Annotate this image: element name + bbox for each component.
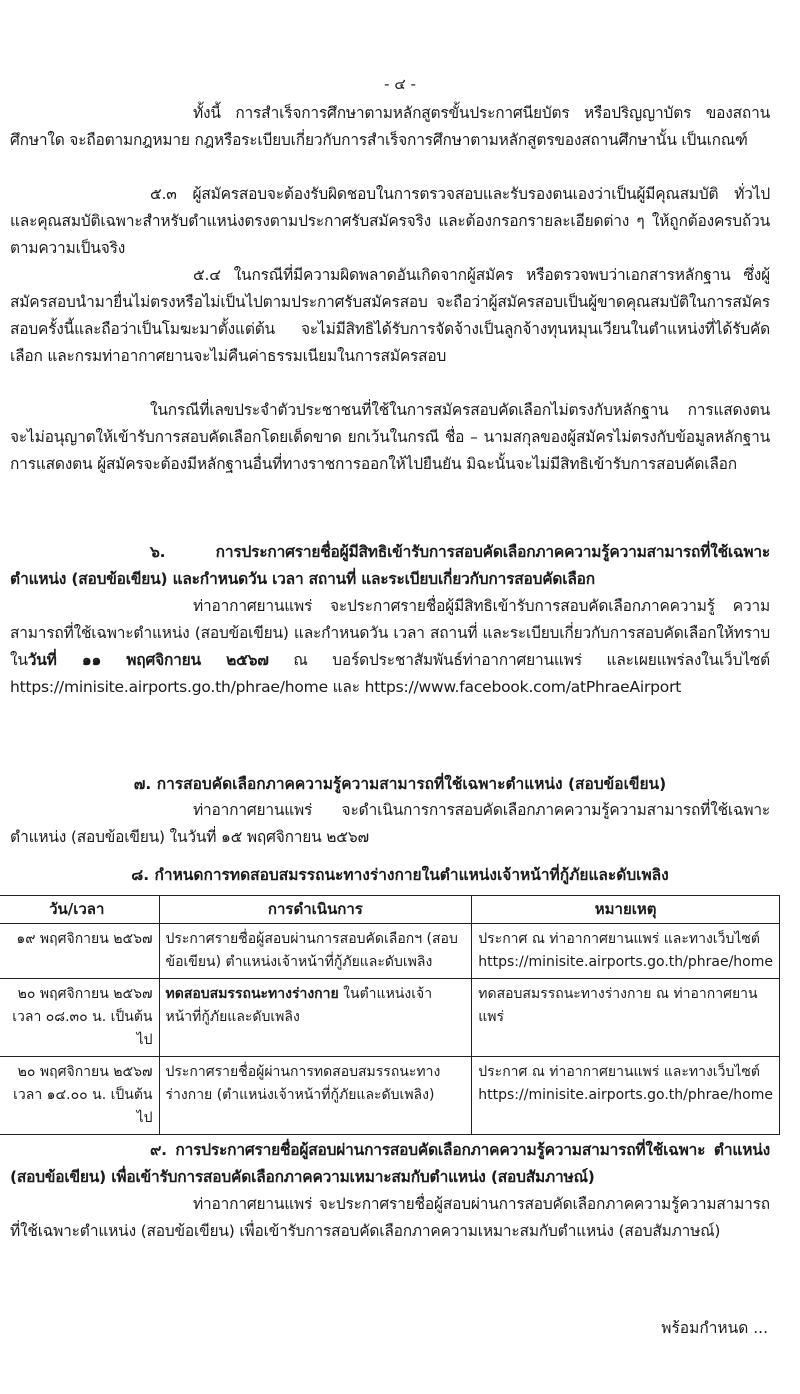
table-header-row [0,896,780,924]
header-note: หมายเหตุ [472,896,780,924]
row-date: ๒๐ พฤศจิกายน ๒๕๖๗ เวลา ๐๘.๓๐ น. เป็นต้นไป [0,979,159,1057]
section-6-heading: ๖. การประกาศรายชื่อผู้มีสิทธิเข้ารับการสอบคัดเลือกภาคความรู้ความสามารถที่ใช้เฉพาะ ตำแหน่ง (สอบข้อเขียน) และกำหนดวัน เวลา สถานที่ และระเบียบเกี่ยวกับการสอบคัดเลือก [10,543,770,588]
row-date: ๑๙ พฤศจิกายน ๒๕๖๗ [0,924,159,979]
page-number: - ๔ - [384,75,416,93]
row-action: ประกาศรายชื่อผู้ผ่านการทดสอบสมรรถนะทางร่างกาย (ตำแหน่งเจ้าหน้าที่กู้ภัยและดับเพลิง) [159,1057,472,1135]
paragraph-id-number: ในกรณีที่เลขประจำตัวประชาชนที่ใช้ในการสมัครสอบคัดเลือกไม่ตรงกับหลักฐาน การแสดงตน จะไม่อนุญาตให้เข้ารับการสอบคัดเลือกโดยเด็ดขาด ยกเว้นในกรณี ชื่อ – นามสกุลของผู้สมัครไม่ตรงกับข้อมูลหลักฐานการแสดงตน ผู้สมัครจะต้องมีหลักฐานอื่นที่ทางราชการออกให้ไปยืนยัน มิฉะนั้นจะไม่มีสิทธิเข้ารับการสอบคัดเลือก [10,401,770,473]
paragraph-education: ทั้งนี้ การสำเร็จการศึกษาตามหลักสูตรขั้นประกาศนียบัตร หรือปริญญาบัตร ของสถานศึกษาใด จะถือตามกฎหมาย กฎหรือระเบียบเกี่ยวกับการสำเร็จการศึกษาตามหลักสูตรของสถานศึกษานั้น เป็นเกณฑ์ [10,104,770,149]
paragraph-5-3: ๕.๓ ผู้สมัครสอบจะต้องรับผิดชอบในการตรวจสอบและรับรองตนเองว่าเป็นผู้มีคุณสมบัติ ทั่วไปและคุณสมบัติเฉพาะสำหรับตำแหน่งตรงตามประกาศรับสมัครจริง และต้องกรอกรายละเอียดต่าง ๆ ให้ถูกต้องครบถ้วนตามความเป็นจริง [10,185,771,257]
row-note: ประกาศ ณ ท่าอากาศยานแพร่ และทางเว็บไซต์ https://minisite.airports.go.th/phrae/home [472,924,780,979]
section-8-heading: ๘. กำหนดการทดสอบสมรรถนะทางร่างกายในตำแหน่งเจ้าหน้าที่กู้ภัยและดับเพลิง [131,866,669,884]
section-9-body: ท่าอากาศยานแพร่ จะประกาศรายชื่อผู้สอบผ่านการสอบคัดเลือกภาคความรู้ความสามารถ ที่ใช้เฉพาะตำแหน่ง (สอบข้อเขียน) เพื่อเข้ารับการสอบคัดเลือกภาคความเหมาะสมกับตำแหน่ง (สอบสัมภาษณ์) [10,1195,770,1240]
row-note: ประกาศ ณ ท่าอากาศยานแพร่ และทางเว็บไซต์ https://minisite.airports.go.th/phrae/home [472,1057,780,1135]
header-action: การดำเนินการ [159,896,472,924]
row-action: ทดสอบสมรรถนะทางร่างกาย ในตำแหน่งเจ้าหน้าที่กู้ภัยและดับเพลิง [159,979,472,1057]
row-note: ทดสอบสมรรถนะทางร่างกาย ณ ท่าอากาศยานแพร่ [472,979,780,1057]
row-action: ประกาศรายชื่อผู้สอบผ่านการสอบคัดเลือกฯ (สอบข้อเขียน) ตำแหน่งเจ้าหน้าที่กู้ภัยและดับเพลิง [159,924,472,979]
row-date: ๒๐ พฤศจิกายน ๒๕๖๗ เวลา ๑๔.๐๐ น. เป็นต้นไป [0,1057,159,1135]
table-row [0,924,780,979]
continuation-note: พร้อมกำหนด ... [661,1319,768,1337]
announcement-date: วันที่ ๑๑ พฤศจิกายน ๒๕๖๗ [27,651,269,669]
header-date: วัน/เวลา [0,896,159,924]
table-row [0,979,780,1057]
section-7-body: ท่าอากาศยานแพร่ จะดำเนินการการสอบคัดเลือกภาคความรู้ความสามารถที่ใช้เฉพาะ ตำแหน่ง (สอบข้อเขียน) ในวันที่ ๑๕ พฤศจิกายน ๒๕๖๗ [10,801,770,846]
paragraph-5-4: ๕.๔ ในกรณีที่มีความผิดพลาดอันเกิดจากผู้สมัคร หรือตรวจพบว่าเอกสารหลักฐาน ซึ่งผู้สมัครสอบนำมายื่นไม่ตรงหรือไม่เป็นไปตามประกาศรับสมัครสอบ จะถือว่าผู้สมัครสอบเป็นผู้ขาดคุณสมบัติในการสมัครสอบครั้งนี้และถือว่าเป็นโมฆะมาตั้งแต่ต้น จะไม่มีสิทธิได้รับการจัดจ้างเป็นลูกจ้างทุนหมุนเวียนในตำแหน่งที่ได้รับคัดเลือก และกรมท่าอากาศยานจะไม่คืนค่าธรรมเนียมในการสมัครสอบ [10,266,770,365]
physical-test-schedule-table [0,895,780,1135]
table-row [0,1057,780,1135]
section-6-body: ท่าอากาศยานแพร่ จะประกาศรายชื่อผู้มีสิทธิเข้ารับการสอบคัดเลือกภาคความรู้ ความสามารถที่ใช้เฉพาะตำแหน่ง (สอบข้อเขียน) และกำหนดวัน เวลา สถานที่ และระเบียบเกี่ยวกับการสอบคัดเลือกให้ทราบในวันที่ ๑๑ พฤศจิกายน ๒๕๖๗ ณ บอร์ดประชาสัมพันธ์ท่าอากาศยานแพร่ และเผยแพร่ลงในเว็บไซต์ https://minisite.airports.go.th/phrae/home และ https://www.facebook.com/atPhraeAirport [10,597,770,696]
section-7-heading: ๗. การสอบคัดเลือกภาคความรู้ความสามารถที่ใช้เฉพาะตำแหน่ง (สอบข้อเขียน) [133,775,667,793]
section-9-heading: ๙. การประกาศรายชื่อผู้สอบผ่านการสอบคัดเลือกภาคความรู้ความสามารถที่ใช้เฉพาะ ตำแหน่ง (สอบข้อเขียน) เพื่อเข้ารับการสอบคัดเลือกภาคความเหมาะสมกับตำแหน่ง (สอบสัมภาษณ์) [10,1141,770,1186]
